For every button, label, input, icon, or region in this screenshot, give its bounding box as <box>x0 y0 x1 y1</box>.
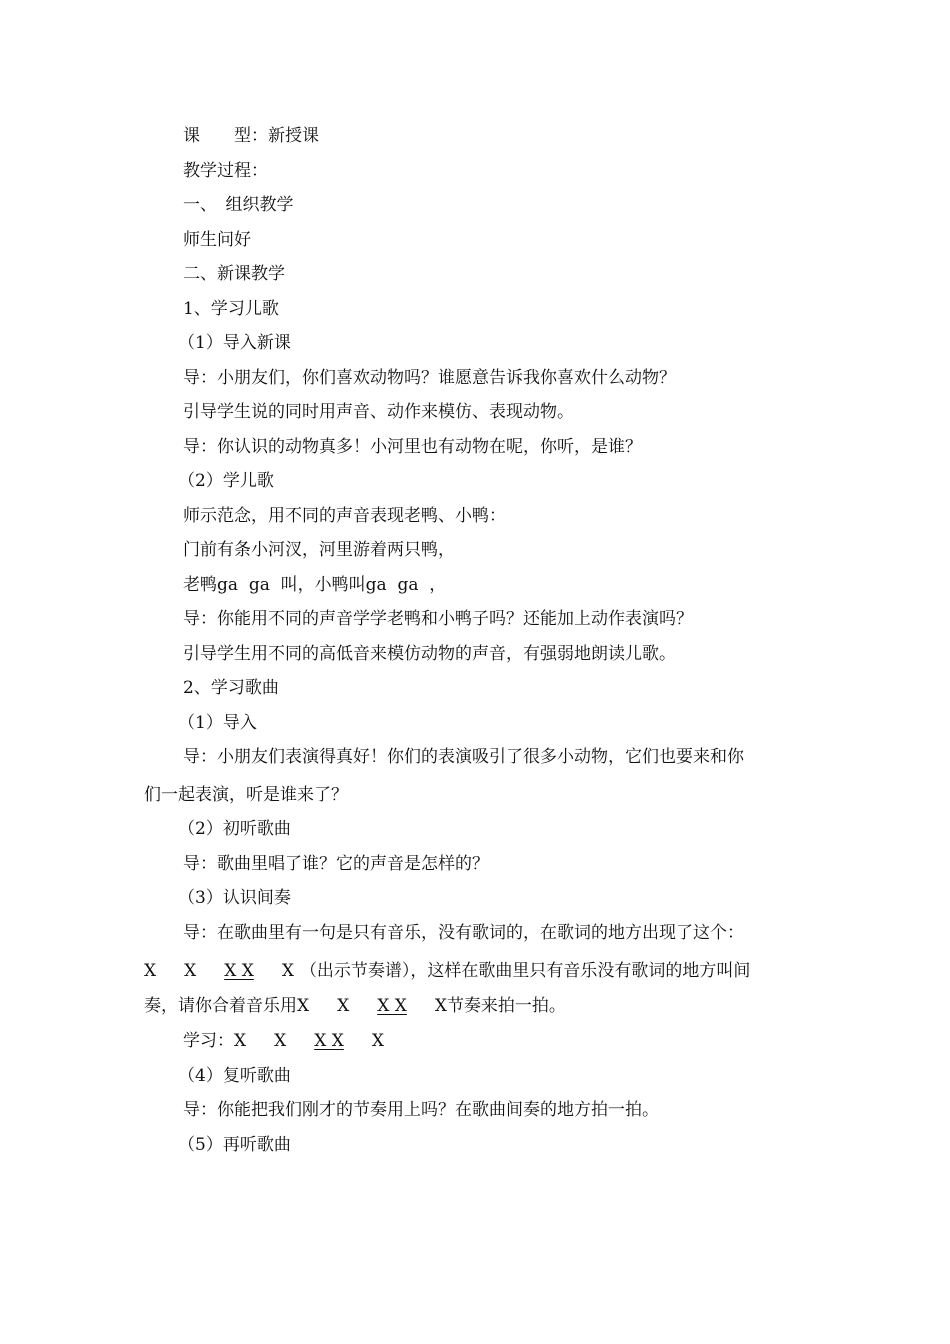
paragraph-teacher-demo: 师示范念，用不同的声音表现老鸭、小鸭： <box>183 506 506 526</box>
paragraph-greeting: 师生问好 <box>183 230 251 250</box>
step-song-intro: （1）导入 <box>178 713 257 733</box>
step-first-listen: （2）初听歌曲 <box>178 819 291 839</box>
step-interlude: （3）认识间奏 <box>178 888 291 908</box>
section-heading-organize: 一、 组织教学 <box>183 195 294 215</box>
lesson-type-value: 新授课 <box>268 126 319 146</box>
step-listen-again: （5）再听歌曲 <box>178 1135 291 1155</box>
step-learn-rhyme: （2）学儿歌 <box>178 471 274 491</box>
rhythm-practice-line <box>183 1029 384 1053</box>
rhythm-note: X <box>434 996 447 1016</box>
lesson-type-label: 课 型： <box>183 126 268 146</box>
rhythm-note: X <box>184 961 197 981</box>
paragraph-performance-2: 们一起表演，听是谁来了？ <box>144 785 348 805</box>
rhythm-note: X <box>234 1031 247 1051</box>
rhythm-note: X <box>371 1031 384 1051</box>
rhyme-line-2: 老鸭ga ga 叫，小鸭叫ga ga ， <box>183 575 447 595</box>
paragraph-pitch: 引导学生用不同的高低音来模仿动物的声音，有强弱地朗读儿歌。 <box>183 644 676 664</box>
rhythm-note: X <box>274 1031 287 1051</box>
rhythm-note: X <box>281 961 294 981</box>
subheading-learn-rhyme: 1、学习儿歌 <box>183 299 279 319</box>
lesson-type-line <box>183 124 319 148</box>
practice-label: 学习： <box>183 1031 234 1051</box>
rhythm-line-1 <box>144 959 750 983</box>
step-intro-new-lesson: （1）导入新课 <box>178 333 291 353</box>
rhythm-eighth-pair: X X <box>224 961 254 981</box>
rhythm-eighth-pair: X X <box>314 1031 344 1051</box>
paragraph-imitate: 引导学生说的同时用声音、动作来模仿、表现动物。 <box>183 402 574 422</box>
paragraph-guide-animals: 导：小朋友们，你们喜欢动物吗？谁愿意告诉我你喜欢什么动物？ <box>183 368 676 388</box>
paragraph-interlude-4: 节奏来拍一拍。 <box>446 996 566 1016</box>
rhythm-note: X <box>144 961 157 981</box>
paragraph-interlude-2: （出示节奏谱），这样在歌曲里只有音乐没有歌词的地方叫间 <box>299 961 751 981</box>
rhythm-note: X <box>297 996 310 1016</box>
subheading-learn-song: 2、学习歌曲 <box>183 678 279 698</box>
paragraph-imitate-ducks: 导：你能用不同的声音学学老鸭和小鸭子吗？还能加上动作表演吗？ <box>183 609 693 629</box>
rhyme-line-1: 门前有条小河汊，河里游着两只鸭， <box>183 540 455 560</box>
rhythm-line-2 <box>144 994 566 1018</box>
section-heading-process: 教学过程： <box>183 161 268 181</box>
section-heading-new-lesson: 二、新课教学 <box>183 264 285 284</box>
paragraph-clap: 导：你能把我们刚才的节奏用上吗？在歌曲间奏的地方拍一拍。 <box>183 1100 659 1120</box>
step-relisten: （4）复听歌曲 <box>178 1066 291 1086</box>
paragraph-who-sang: 导：歌曲里唱了谁？它的声音是怎样的？ <box>183 854 489 874</box>
paragraph-performance-1: 导：小朋友们表演得真好！你们的表演吸引了很多小动物，它们也要来和你 <box>183 747 744 767</box>
paragraph-interlude-1: 导：在歌曲里有一句是只有音乐，没有歌词的，在歌词的地方出现了这个： <box>183 923 744 943</box>
rhythm-note: X <box>337 996 350 1016</box>
paragraph-interlude-3: 奏，请你合着音乐用 <box>144 996 297 1016</box>
rhythm-eighth-pair: X X <box>377 996 407 1016</box>
paragraph-river: 导：你认识的动物真多！小河里也有动物在呢，你听，是谁？ <box>183 437 642 457</box>
